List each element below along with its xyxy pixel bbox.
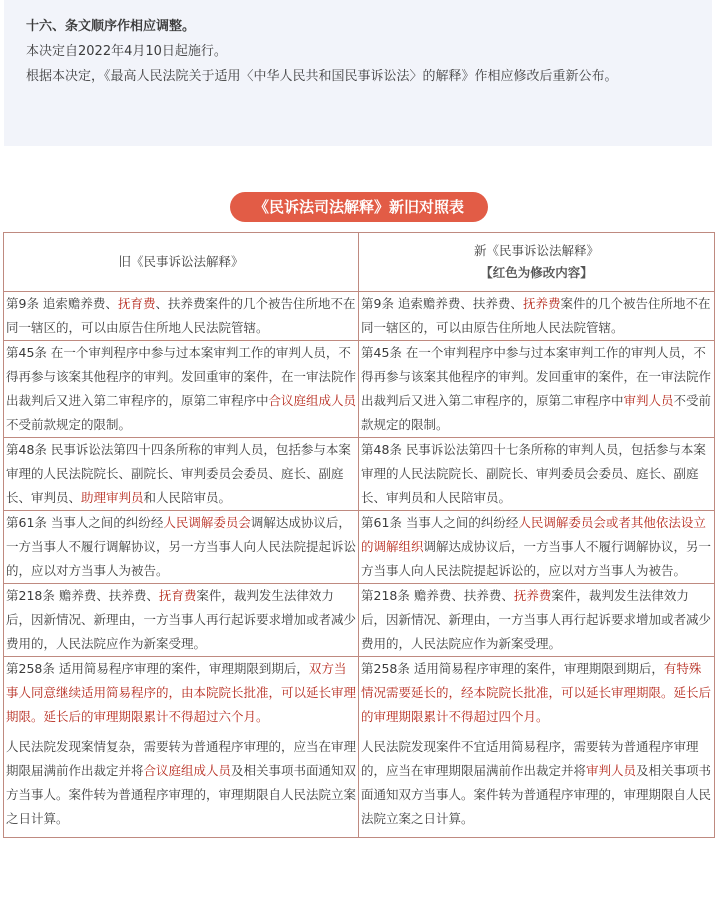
old-paragraph — [6, 735, 357, 831]
new-cell — [359, 341, 715, 438]
header-new — [359, 233, 715, 292]
table-header-row — [4, 233, 715, 292]
table-row — [4, 511, 715, 584]
new-text: 第218条 赡养费、扶养费、 — [361, 588, 514, 603]
comparison-table — [3, 232, 715, 838]
header-old — [4, 233, 359, 292]
new-cell — [359, 292, 715, 341]
table-row — [4, 584, 715, 657]
new-text: 第48条 民事诉讼法第四十七条所称的审判人员，包括参与本案审理的人民法院院长、副院长、审判委员会委员、庭长、副庭长、审判员和人民陪审员。 — [361, 442, 706, 505]
old-highlight: 助理审判员 — [81, 490, 144, 505]
old-cell — [4, 438, 359, 511]
table-row — [4, 438, 715, 511]
intro-republish-note: 根据本决定，《最高人民法院关于适用〈中华人民共和国民事诉讼法〉的解释》作相应修改后重新公布。 — [26, 69, 618, 84]
new-highlight: 审判人员 — [623, 393, 674, 408]
old-text: 第218条 赡养费、扶养费、 — [6, 588, 159, 603]
old-text: 第45条 在一个审判程序中参与过本案审判工作的审判人员，不得再参与该案其他程序的审判。发回重审的案件，在一审法院作出裁判后又进入第二审程序的，原第二审程序中 — [6, 345, 357, 408]
new-text: 不受前款规定的限制。 — [361, 393, 712, 432]
new-text: 案件，裁判发生法律效力后，因新情况、新理由，一方当事人再行起诉要求增加或者减少费用的，人民法院应作为新案受理。 — [361, 588, 712, 651]
new-text: 及相关事项书面通知双方当事人。案件转为普通程序审理的，审理期限自人民法院立案之日计算。 — [361, 763, 712, 826]
old-text: 调解达成协议后，一方当事人不履行调解协议，另一方当事人向人民法院提起诉讼的，应以对方当事人为被告。 — [6, 515, 357, 578]
old-text: 、扶养费案件的几个被告住所地不在同一辖区的，可以由原告住所地人民法院管辖。 — [6, 296, 356, 335]
header-new-label: 新《民事诉讼法解释》 — [473, 243, 599, 258]
new-text: 案件的几个被告住所地不在同一辖区的，可以由原告住所地人民法院管辖。 — [361, 296, 711, 335]
old-text: 和人民陪审员。 — [143, 490, 232, 505]
new-cell — [359, 438, 715, 511]
new-highlight: 抚养费 — [513, 588, 552, 603]
banner-container — [0, 192, 718, 222]
table-row — [4, 292, 715, 341]
new-highlight: 人民调解委员会或者其他依法设立的调解组织 — [361, 515, 706, 554]
old-text: 人民法院发现案情复杂，需要转为普通程序审理的，应当在审理期限届满前作出裁定并将 — [6, 739, 357, 778]
old-cell — [4, 584, 359, 657]
old-text: 及相关事项书面通知双方当事人。案件转为普通程序审理的，审理期限自人民法院立案之日计算。 — [6, 763, 357, 826]
new-cell — [359, 511, 715, 584]
new-text: 第258条 适用简易程序审理的案件，审理期限到期后， — [361, 661, 664, 676]
header-old-label: 旧《民事诉讼法解释》 — [118, 254, 244, 269]
new-text: 人民法院发现案件不宜适用简易程序，需要转为普通程序审理的，应当在审理期限届满前作出裁定并将 — [361, 739, 699, 778]
old-highlight: 人民调解委员会 — [163, 515, 251, 530]
intro-section — [4, 0, 712, 146]
old-text: 第258条 适用简易程序审理的案件，审理期限到期后， — [6, 661, 309, 676]
new-highlight: 审判人员 — [586, 763, 637, 778]
old-cell — [4, 657, 359, 838]
new-text: 第9条 追索赡养费、扶养费、 — [361, 296, 523, 311]
new-highlight: 抚养费 — [522, 296, 561, 311]
old-highlight: 双方当事人同意继续适用简易程序的，由本院院长批准，可以延长审理期限。延长后的审理期限累计不得超过六个月。 — [6, 661, 357, 724]
old-text: 案件，裁判发生法律效力后，因新情况、新理由，一方当事人再行起诉要求增加或者减少费用的，人民法院应作为新案受理。 — [6, 588, 357, 651]
old-text: 第9条 追索赡养费、 — [6, 296, 118, 311]
old-text: 第61条 当事人之间的纠纷经 — [6, 515, 164, 530]
table-row — [4, 341, 715, 438]
comparison-banner-title: 《民诉法司法解释》新旧对照表 — [230, 192, 488, 222]
header-new-note: 【红色为修改内容】 — [480, 265, 593, 280]
new-paragraph — [361, 735, 713, 831]
old-cell — [4, 292, 359, 341]
old-paragraph — [6, 657, 357, 729]
new-text: 调解达成协议后，一方当事人不履行调解协议，另一方当事人向人民法院提起诉讼的，应以对方当事人为被告。 — [361, 539, 712, 578]
new-cell — [359, 657, 715, 838]
new-text: 第45条 在一个审判程序中参与过本案审判工作的审判人员，不得再参与该案其他程序的审判。发回重审的案件，在一审法院作出裁判后又进入第二审程序的，原第二审程序中 — [361, 345, 712, 408]
intro-heading: 十六、条文顺序作相应调整。 — [26, 19, 196, 34]
new-paragraph — [361, 657, 713, 729]
table-row — [4, 657, 715, 838]
old-text: 第48条 民事诉讼法第四十四条所称的审判人员，包括参与本案审理的人民法院院长、副院长、审判委员会委员、庭长、副庭长、审判员、 — [6, 442, 351, 505]
new-text: 第61条 当事人之间的纠纷经 — [361, 515, 519, 530]
old-text: 不受前款规定的限制。 — [6, 417, 132, 432]
old-highlight: 合议庭组成人员 — [143, 763, 232, 778]
old-cell — [4, 511, 359, 584]
new-highlight: 有特殊情况需要延长的，经本院院长批准，可以延长审理期限。延长后的审理期限累计不得超过四个月。 — [361, 661, 712, 724]
old-cell — [4, 341, 359, 438]
old-highlight: 抚育费 — [117, 296, 156, 311]
intro-effective-date: 本决定自2022年4月10日起施行。 — [26, 44, 227, 59]
old-highlight: 抚育费 — [158, 588, 197, 603]
new-cell — [359, 584, 715, 657]
old-highlight: 合议庭组成人员 — [268, 393, 357, 408]
